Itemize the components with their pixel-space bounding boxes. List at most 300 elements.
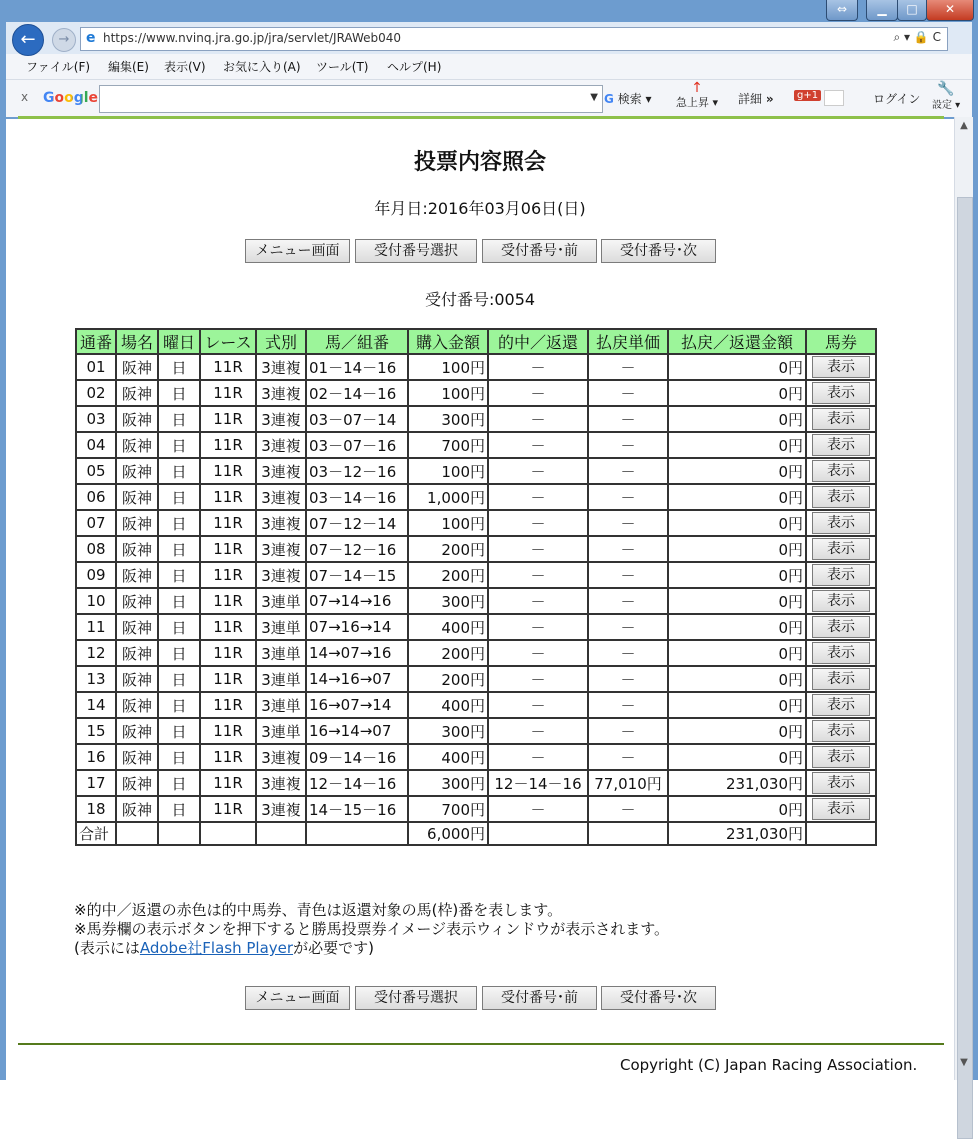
table-cell: 0円: [668, 692, 806, 718]
column-header: 場名: [116, 329, 158, 354]
show-ticket-button[interactable]: 表示: [812, 382, 870, 404]
button-row-top: [245, 239, 725, 265]
table-cell: 3連複: [256, 380, 306, 406]
table-cell: 3連複: [256, 536, 306, 562]
ticket-cell: [806, 536, 876, 562]
page-content: [6, 119, 954, 1080]
google-search-input[interactable]: [99, 85, 603, 113]
table-body: [76, 354, 876, 845]
note-line-2: ※馬券欄の表示ボタンを押下すると勝馬投票券イメージ表示ウィンドウが表示されます。: [74, 920, 670, 938]
receipt-prev-button-bottom[interactable]: 受付番号･前: [482, 986, 597, 1010]
ticket-cell: [806, 692, 876, 718]
ticket-cell: [806, 562, 876, 588]
table-row: [76, 354, 876, 380]
table-cell: 03: [76, 406, 116, 432]
note-line-3-prefix: (表示には: [74, 939, 140, 957]
table-cell: 11R: [200, 354, 256, 380]
table-cell: －: [588, 796, 668, 822]
address-url[interactable]: https://www.nvinq.jra.go.jp/jra/servlet/JRAWeb040: [103, 31, 402, 45]
show-ticket-button[interactable]: 表示: [812, 408, 870, 430]
address-bar[interactable]: [80, 27, 948, 51]
table-cell: －: [588, 562, 668, 588]
table-cell: －: [488, 432, 588, 458]
table-cell: 0円: [668, 510, 806, 536]
table-cell: 06: [76, 484, 116, 510]
table-cell: 400円: [408, 744, 488, 770]
total-row: [76, 822, 876, 845]
gplus-icon[interactable]: g+1: [794, 90, 821, 101]
table-cell: －: [588, 614, 668, 640]
table-cell: 02: [76, 380, 116, 406]
table-cell: －: [588, 458, 668, 484]
table-row: [76, 692, 876, 718]
table-cell: 700円: [408, 796, 488, 822]
page-title: 投票内容照会: [413, 150, 546, 175]
note-line-1: ※的中／返還の赤色は的中馬券、青色は返還対象の馬(枠)番を表します。: [74, 901, 563, 919]
table-cell: 0円: [668, 458, 806, 484]
table-cell: 231,030円: [668, 770, 806, 796]
table-cell: 0円: [668, 796, 806, 822]
show-ticket-button[interactable]: 表示: [812, 460, 870, 482]
table-cell: 11R: [200, 796, 256, 822]
table-cell: －: [488, 718, 588, 744]
arrow-up-icon: ↑: [691, 80, 703, 96]
table-row: [76, 796, 876, 822]
column-header: 馬券: [806, 329, 876, 354]
table-cell: 11R: [200, 484, 256, 510]
table-cell: 3連複: [256, 796, 306, 822]
table-cell: 3連単: [256, 666, 306, 692]
column-header: 払戻／返還金額: [668, 329, 806, 354]
column-header: 曜日: [158, 329, 200, 354]
restore-arrows-icon[interactable]: ⇔: [826, 0, 858, 21]
empty-cell: [806, 822, 876, 845]
table-cell: 3連単: [256, 614, 306, 640]
table-cell: 15: [76, 718, 116, 744]
table-cell: 0円: [668, 614, 806, 640]
table-cell: 日: [158, 406, 200, 432]
copyright: Copyright (C) Japan Racing Association.: [620, 1056, 918, 1074]
ticket-cell: [806, 406, 876, 432]
show-ticket-button[interactable]: 表示: [812, 538, 870, 560]
ticket-cell: [806, 666, 876, 692]
table-cell: 1,000円: [408, 484, 488, 510]
table-cell: 01: [76, 354, 116, 380]
table-cell: －: [488, 640, 588, 666]
table-row: [76, 666, 876, 692]
table-cell: －: [488, 796, 588, 822]
google-toolbar: [6, 79, 972, 116]
table-cell: 阪神: [116, 458, 158, 484]
table-cell: 16→14→07: [306, 718, 408, 744]
ticket-cell: [806, 432, 876, 458]
table-cell: 日: [158, 380, 200, 406]
table-cell: 11R: [200, 744, 256, 770]
menu-favorites[interactable]: お気に入り(A): [223, 60, 301, 74]
table-cell: 12: [76, 640, 116, 666]
table-cell: 3連複: [256, 744, 306, 770]
table-cell: 阪神: [116, 406, 158, 432]
table-cell: 日: [158, 614, 200, 640]
table-cell: 11R: [200, 380, 256, 406]
table-cell: 阪神: [116, 432, 158, 458]
table-cell: 阪神: [116, 718, 158, 744]
table-cell: 3連複: [256, 354, 306, 380]
table-cell: 3連単: [256, 692, 306, 718]
table-cell: 日: [158, 484, 200, 510]
table-cell: －: [488, 406, 588, 432]
table-cell: 11R: [200, 692, 256, 718]
table-cell: 07－12－14: [306, 510, 408, 536]
table-cell: 0円: [668, 666, 806, 692]
table-cell: 10: [76, 588, 116, 614]
ticket-cell: [806, 718, 876, 744]
notes: [74, 901, 669, 958]
menu-tools[interactable]: ツール(T): [316, 60, 369, 74]
google-logo-text: Google: [43, 90, 99, 106]
table-cell: 3連複: [256, 484, 306, 510]
table-cell: 日: [158, 692, 200, 718]
ticket-cell: [806, 354, 876, 380]
menu-edit[interactable]: 編集(E): [108, 60, 149, 74]
table-cell: －: [488, 666, 588, 692]
table-cell: 阪神: [116, 614, 158, 640]
details-label: 詳細: [738, 92, 763, 106]
table-row: [76, 614, 876, 640]
search-dropdown-icon[interactable]: ⌕ ▾ 🔒 C: [893, 30, 941, 44]
rising-label: 急上昇: [676, 96, 709, 109]
table-cell: －: [488, 380, 588, 406]
table-cell: 14: [76, 692, 116, 718]
empty-cell: [306, 822, 408, 845]
table-cell: 阪神: [116, 536, 158, 562]
table-cell: －: [588, 380, 668, 406]
table-cell: 11R: [200, 536, 256, 562]
table-row: [76, 718, 876, 744]
show-ticket-button[interactable]: 表示: [812, 616, 870, 638]
table-row: [76, 458, 876, 484]
show-ticket-button[interactable]: 表示: [812, 590, 870, 612]
table-cell: 日: [158, 510, 200, 536]
table-cell: 0円: [668, 354, 806, 380]
ticket-cell: [806, 510, 876, 536]
table-cell: 11R: [200, 666, 256, 692]
table-cell: 阪神: [116, 588, 158, 614]
menu-view[interactable]: 表示(V): [164, 60, 206, 74]
table-cell: －: [588, 354, 668, 380]
empty-cell: [200, 822, 256, 845]
table-cell: 阪神: [116, 666, 158, 692]
empty-cell: [588, 822, 668, 845]
receipt-select-button[interactable]: 受付番号選択: [355, 239, 477, 263]
table-cell: 77,010円: [588, 770, 668, 796]
back-arrow-icon[interactable]: ←: [12, 24, 44, 56]
table-cell: 日: [158, 744, 200, 770]
close-button[interactable]: ✕: [926, 0, 974, 21]
column-header: レース: [200, 329, 256, 354]
column-header: 的中／返還: [488, 329, 588, 354]
search-label: 検索: [617, 92, 642, 106]
table-cell: 100円: [408, 354, 488, 380]
table-cell: 0円: [668, 562, 806, 588]
show-ticket-button[interactable]: 表示: [812, 642, 870, 664]
table-header-row: [76, 329, 876, 354]
table-cell: －: [588, 718, 668, 744]
table-cell: 14→07→16: [306, 640, 408, 666]
table-row: [76, 588, 876, 614]
table-cell: －: [488, 744, 588, 770]
table-cell: 0円: [668, 744, 806, 770]
table-cell: 300円: [408, 406, 488, 432]
table-cell: 日: [158, 562, 200, 588]
table-cell: 200円: [408, 666, 488, 692]
table-row: [76, 484, 876, 510]
table-cell: 200円: [408, 536, 488, 562]
table-row: [76, 406, 876, 432]
receipt-next-button-bottom[interactable]: 受付番号･次: [601, 986, 716, 1010]
column-header: 通番: [76, 329, 116, 354]
table-cell: 0円: [668, 588, 806, 614]
table-cell: 200円: [408, 562, 488, 588]
ticket-cell: [806, 744, 876, 770]
table-cell: 11R: [200, 640, 256, 666]
total-amount: 6,000円: [408, 822, 488, 845]
ticket-cell: [806, 588, 876, 614]
table-cell: 0円: [668, 380, 806, 406]
table-cell: －: [488, 484, 588, 510]
table-row: [76, 380, 876, 406]
google-search-button[interactable]: G 検索 ▾: [604, 92, 652, 106]
table-cell: －: [488, 536, 588, 562]
table-cell: 3連複: [256, 510, 306, 536]
table-cell: －: [588, 484, 668, 510]
table-cell: 16: [76, 744, 116, 770]
chevron-down-icon[interactable]: ▼: [590, 92, 598, 103]
table-cell: 16→07→14: [306, 692, 408, 718]
table-cell: 05: [76, 458, 116, 484]
table-cell: 03－14－16: [306, 484, 408, 510]
table-cell: 0円: [668, 484, 806, 510]
gplus-count: [824, 90, 844, 106]
flash-player-link[interactable]: Adobe社Flash Player: [139, 939, 294, 957]
vertical-scrollbar[interactable]: [954, 117, 973, 1080]
table-cell: 13: [76, 666, 116, 692]
show-ticket-button[interactable]: 表示: [812, 772, 870, 794]
ticket-cell: [806, 640, 876, 666]
table-cell: 300円: [408, 770, 488, 796]
table-row: [76, 536, 876, 562]
table-cell: 03－07－14: [306, 406, 408, 432]
menu-file[interactable]: ファイル(F): [26, 60, 91, 74]
note-line-3-suffix: が必要です): [293, 939, 374, 957]
table-row: [76, 744, 876, 770]
table-cell: －: [488, 692, 588, 718]
scroll-up-icon[interactable]: ▲: [960, 120, 968, 131]
table-cell: 12－14－16: [306, 770, 408, 796]
table-cell: 07→14→16: [306, 588, 408, 614]
table-cell: 0円: [668, 640, 806, 666]
empty-cell: [256, 822, 306, 845]
table-row: [76, 770, 876, 796]
table-cell: 阪神: [116, 770, 158, 796]
table-cell: 07→16→14: [306, 614, 408, 640]
receipt-prev-button[interactable]: 受付番号･前: [482, 239, 597, 263]
table-cell: 03－07－16: [306, 432, 408, 458]
table-cell: －: [588, 510, 668, 536]
table-cell: －: [488, 510, 588, 536]
table-cell: 09: [76, 562, 116, 588]
table-cell: 11R: [200, 510, 256, 536]
table-cell: 03－12－16: [306, 458, 408, 484]
button-row-bottom: [245, 986, 725, 1012]
table-cell: 3連単: [256, 588, 306, 614]
google-g-icon: G: [604, 92, 614, 106]
table-cell: －: [588, 692, 668, 718]
show-ticket-button[interactable]: 表示: [812, 512, 870, 534]
scroll-thumb[interactable]: [957, 197, 973, 1139]
more-icon: »: [765, 92, 774, 106]
settings-button[interactable]: 🔧 設定 ▾: [932, 81, 961, 111]
table-cell: 17: [76, 770, 116, 796]
table-cell: －: [588, 406, 668, 432]
table-cell: －: [588, 536, 668, 562]
table-cell: 日: [158, 588, 200, 614]
table-cell: －: [488, 562, 588, 588]
login-link[interactable]: ログイン: [873, 92, 921, 106]
table-cell: 100円: [408, 510, 488, 536]
column-header: 馬／組番: [306, 329, 408, 354]
table-cell: 400円: [408, 692, 488, 718]
ticket-cell: [806, 458, 876, 484]
table-cell: 11: [76, 614, 116, 640]
receipt-next-button[interactable]: 受付番号･次: [601, 239, 716, 263]
table-cell: －: [488, 614, 588, 640]
show-ticket-button[interactable]: 表示: [812, 694, 870, 716]
maximize-button[interactable]: □: [897, 0, 927, 21]
table-row: [76, 432, 876, 458]
table-cell: －: [488, 354, 588, 380]
ticket-cell: [806, 796, 876, 822]
table-cell: 07－12－16: [306, 536, 408, 562]
table-cell: 11R: [200, 562, 256, 588]
table-cell: 0円: [668, 432, 806, 458]
table-cell: －: [488, 458, 588, 484]
table-row: [76, 510, 876, 536]
table-cell: 日: [158, 718, 200, 744]
column-header: 式別: [256, 329, 306, 354]
rising-button[interactable]: ↑ 急上昇 ▾: [676, 80, 719, 109]
browser-chrome: [6, 22, 972, 117]
table-cell: －: [488, 588, 588, 614]
table-cell: 3連複: [256, 770, 306, 796]
table-cell: 400円: [408, 614, 488, 640]
ticket-cell: [806, 380, 876, 406]
table-row: [76, 562, 876, 588]
show-ticket-button[interactable]: 表示: [812, 798, 870, 820]
empty-cell: [488, 822, 588, 845]
show-ticket-button[interactable]: 表示: [812, 668, 870, 690]
table-cell: 阪神: [116, 380, 158, 406]
navigation-bar: [6, 22, 972, 54]
show-ticket-button[interactable]: 表示: [812, 434, 870, 456]
show-ticket-button[interactable]: 表示: [812, 564, 870, 586]
show-ticket-button[interactable]: 表示: [812, 720, 870, 742]
total-label: 合計: [76, 822, 116, 845]
ticket-cell: [806, 484, 876, 510]
table-cell: －: [588, 588, 668, 614]
bets-table: [75, 328, 877, 846]
table-cell: －: [588, 666, 668, 692]
google-logo: [43, 90, 98, 106]
table-cell: 3連複: [256, 562, 306, 588]
table-cell: －: [588, 432, 668, 458]
table-cell: 日: [158, 458, 200, 484]
table-cell: 11R: [200, 614, 256, 640]
show-ticket-button[interactable]: 表示: [812, 746, 870, 768]
table-cell: 3連複: [256, 406, 306, 432]
table-cell: 11R: [200, 458, 256, 484]
receipt-select-button-bottom[interactable]: 受付番号選択: [355, 986, 477, 1010]
column-header: 購入金額: [408, 329, 488, 354]
menu-help[interactable]: ヘルプ(H): [387, 60, 442, 74]
table-cell: 阪神: [116, 484, 158, 510]
table-cell: 11R: [200, 432, 256, 458]
table-cell: 100円: [408, 458, 488, 484]
table-cell: 18: [76, 796, 116, 822]
table-cell: 阪神: [116, 692, 158, 718]
show-ticket-button[interactable]: 表示: [812, 356, 870, 378]
table-cell: 0円: [668, 718, 806, 744]
table-cell: 0円: [668, 536, 806, 562]
ie-page-icon: e: [86, 30, 96, 46]
table-cell: 07－14－15: [306, 562, 408, 588]
table-cell: 07: [76, 510, 116, 536]
close-icon[interactable]: x: [21, 90, 29, 104]
table-cell: 日: [158, 796, 200, 822]
empty-cell: [116, 822, 158, 845]
table-cell: 阪神: [116, 510, 158, 536]
table-cell: 11R: [200, 770, 256, 796]
date-line: 年月日:2016年03月06日(日): [374, 199, 586, 218]
table-cell: 3連複: [256, 432, 306, 458]
table-cell: 3連複: [256, 458, 306, 484]
table-cell: 09－14－16: [306, 744, 408, 770]
column-header: 払戻単価: [588, 329, 668, 354]
note-line-3: [74, 939, 669, 958]
table-cell: 日: [158, 354, 200, 380]
table-cell: 阪神: [116, 562, 158, 588]
table-cell: 0円: [668, 406, 806, 432]
details-button[interactable]: [738, 90, 774, 107]
table-cell: 200円: [408, 640, 488, 666]
menu-screen-button[interactable]: メニュー画面: [245, 239, 350, 263]
scroll-down-icon[interactable]: ▼: [960, 1057, 968, 1068]
minimize-button[interactable]: ▁: [866, 0, 898, 21]
table-row: [76, 640, 876, 666]
table-cell: 300円: [408, 718, 488, 744]
menu-screen-button-bottom[interactable]: メニュー画面: [245, 986, 350, 1010]
table-cell: 14－15－16: [306, 796, 408, 822]
table-cell: 11R: [200, 406, 256, 432]
menu-bar: [6, 55, 972, 77]
table-cell: 日: [158, 770, 200, 796]
title-bar: [0, 0, 978, 22]
table-cell: 12－14－16: [488, 770, 588, 796]
table-cell: －: [588, 744, 668, 770]
show-ticket-button[interactable]: 表示: [812, 486, 870, 508]
table-cell: 日: [158, 640, 200, 666]
forward-arrow-icon[interactable]: →: [52, 28, 76, 52]
